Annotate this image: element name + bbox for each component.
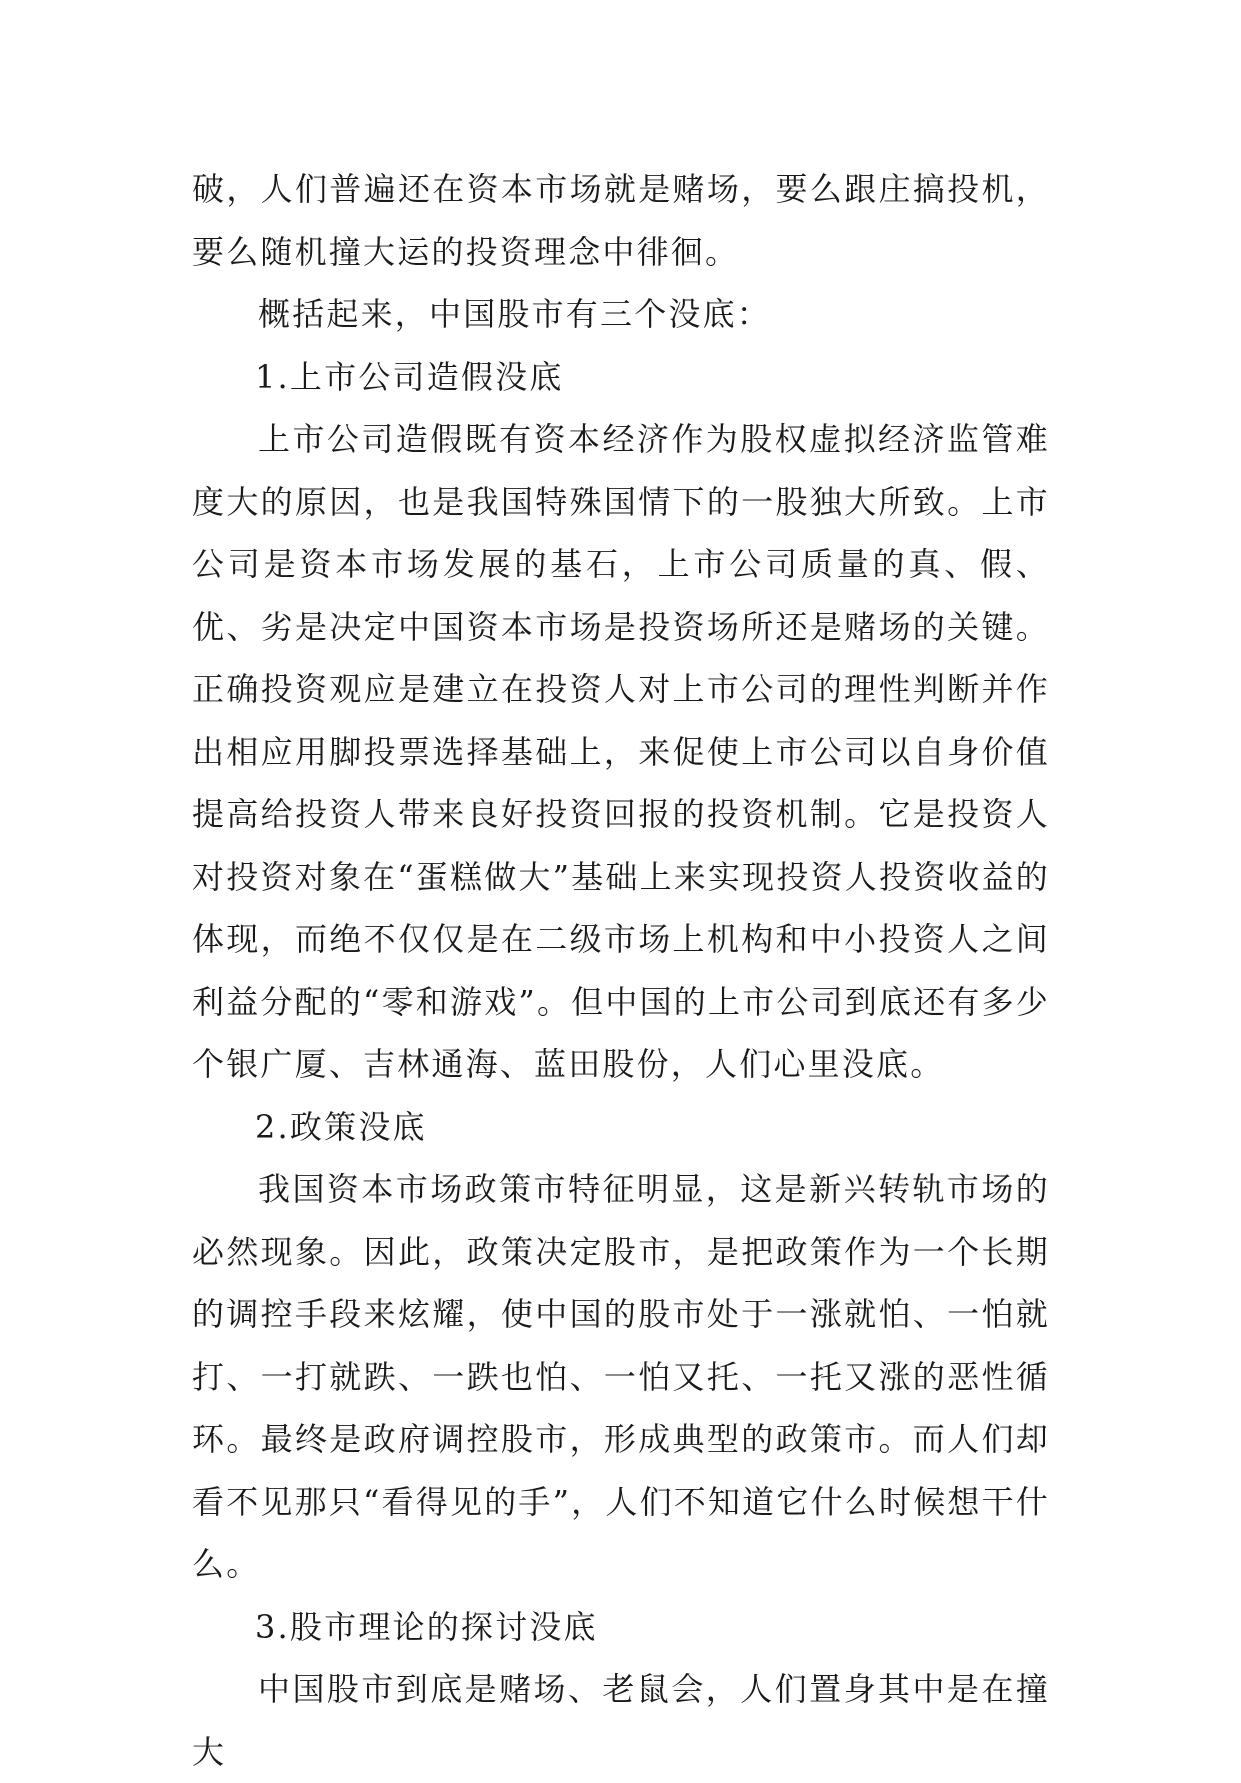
paragraph-section-1: 上市公司造假既有资本经济作为股权虚拟经济监管难度大的原因，也是我国特殊国情下的一股独大所致。上市公司是资本市场发展的基石，上市公司质量的真、假、优、劣是决定中国资本市场是投资场所还是赌场的关键。正确投资观应是建立在投资人对上市公司的理性判断并作出相应用脚投票选择基础上，来促使上市公司以自身价值提高给投资人带来良好投资回报的投资机制。它是投资人对投资对象在“蛋糕做大”基础上来实现投资人投资收益的体现，而绝不仅仅是在二级市场上机构和中小投资人之间利益分配的“零和游戏”。但中国的上市公司到底还有多少个银广厦、吉林通海、蓝田股份，人们心里没底。 bbox=[192, 420, 1050, 1083]
paragraph-summary: 概括起来，中国股市有三个没底： bbox=[258, 295, 772, 333]
document-body bbox=[192, 158, 1050, 1783]
section-heading-1: 1.上市公司造假没底 bbox=[255, 357, 564, 396]
section-heading-3: 3.股市理论的探讨没底 bbox=[255, 1607, 598, 1646]
paragraph-section-2: 我国资本市场政策市特征明显，这是新兴转轨市场的必然现象。因此，政策决定股市，是把政策作为一个长期的调控手段来炫耀，使中国的股市处于一涨就怕、一怕就打、一打就跌、一跌也怕、一怕又托、一托又涨的恶性循环。最终是政府调控股市，形成典型的政策市。而人们却看不见那只“看得见的手”，人们不知道它什么时候想干什么。 bbox=[192, 1170, 1050, 1583]
paragraph-section-3: 中国股市到底是赌场、老鼠会，人们置身其中是在撞大 bbox=[192, 1670, 1050, 1771]
section-heading-2: 2.政策没底 bbox=[255, 1107, 427, 1146]
paragraph-continuation: 破，人们普遍还在资本市场就是赌场，要么跟庄搞投机，要么随机撞大运的投资理念中徘徊。 bbox=[192, 170, 1050, 271]
